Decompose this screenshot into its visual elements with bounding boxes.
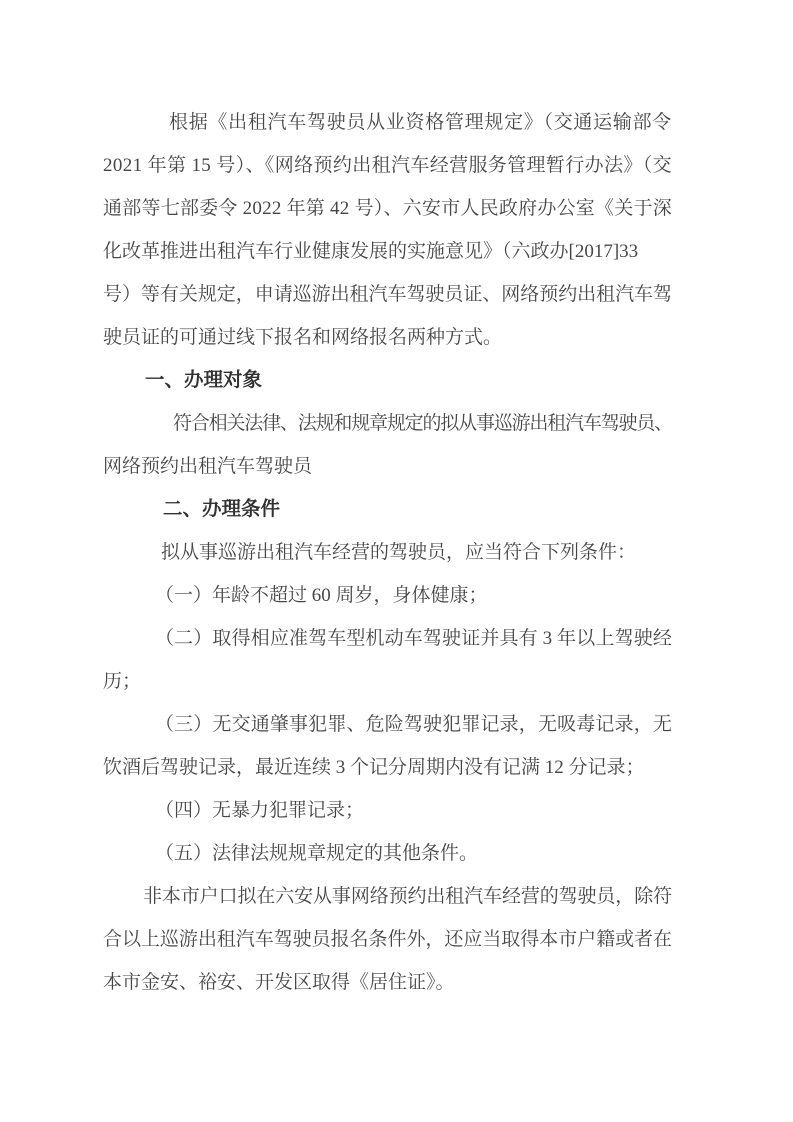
heading-line: 一、办理对象 <box>145 369 263 391</box>
text-line: 号）等有关规定，申请巡游出租汽车驾驶员证、网络预约出租汽车驾 <box>103 284 672 305</box>
section-2-intro <box>103 531 672 574</box>
condition-item-3 <box>103 703 672 789</box>
text-line: 历； <box>103 671 142 692</box>
text-line: 拟从事巡游出租汽车经营的驾驶员，应当符合下列条件： <box>161 542 637 563</box>
text-line: （二）取得相应准驾车型机动车驾驶证并具有 3 年以上驾驶经 <box>155 628 672 649</box>
heading-line: 二、办理条件 <box>163 498 281 520</box>
text-line: 通部等七部委令 2022 年第 42 号）、六安市人民政府办公室《关于深 <box>103 198 672 219</box>
section-2-heading <box>103 488 672 531</box>
condition-item-5 <box>103 832 672 875</box>
condition-item-1 <box>103 574 672 617</box>
text-line: 符合相关法律、法规和规章规定的拟从事巡游出租汽车驾驶员、 <box>173 413 672 434</box>
intro-paragraph <box>103 101 672 359</box>
condition-item-2 <box>103 617 672 703</box>
text-line: （五）法律法规规章规定的其他条件。 <box>155 843 479 864</box>
text-line: 化改革推进出租汽车行业健康发展的实施意见》（六政办[2017]33 <box>103 241 639 262</box>
section-1-body <box>103 402 672 488</box>
text-line: （四）无暴力犯罪记录； <box>155 800 365 821</box>
section-1-heading <box>103 359 672 402</box>
non-local-driver-paragraph <box>103 875 672 1004</box>
text-line: （一）年龄不超过 60 周岁，身体健康； <box>155 585 488 606</box>
text-line: 本市金安、裕安、开发区取得《居住证》。 <box>103 972 455 993</box>
text-line: 非本市户口拟在六安从事网络预约出租汽车经营的驾驶员，除符 <box>143 886 672 907</box>
text-line: （三）无交通肇事犯罪、危险驾驶犯罪记录，无吸毒记录，无 <box>155 714 672 735</box>
condition-item-4 <box>103 789 672 832</box>
text-line: 网络预约出租汽车驾驶员 <box>103 456 313 477</box>
document-content <box>103 101 672 1004</box>
text-line: 驶员证的可通过线下报名和网络报名两种方式。 <box>103 327 503 348</box>
text-line: 根据《出租汽车驾驶员从业资格管理规定》（交通运输部令 <box>169 112 672 133</box>
text-line: 2021 年第 15 号）、《网络预约出租汽车经营服务管理暂行办法》（交 <box>103 155 672 176</box>
text-line: 合以上巡游出租汽车驾驶员报名条件外，还应当取得本市户籍或者在 <box>103 929 672 950</box>
text-line: 饮酒后驾驶记录，最近连续 3 个记分周期内没有记满 12 分记录； <box>103 757 645 778</box>
